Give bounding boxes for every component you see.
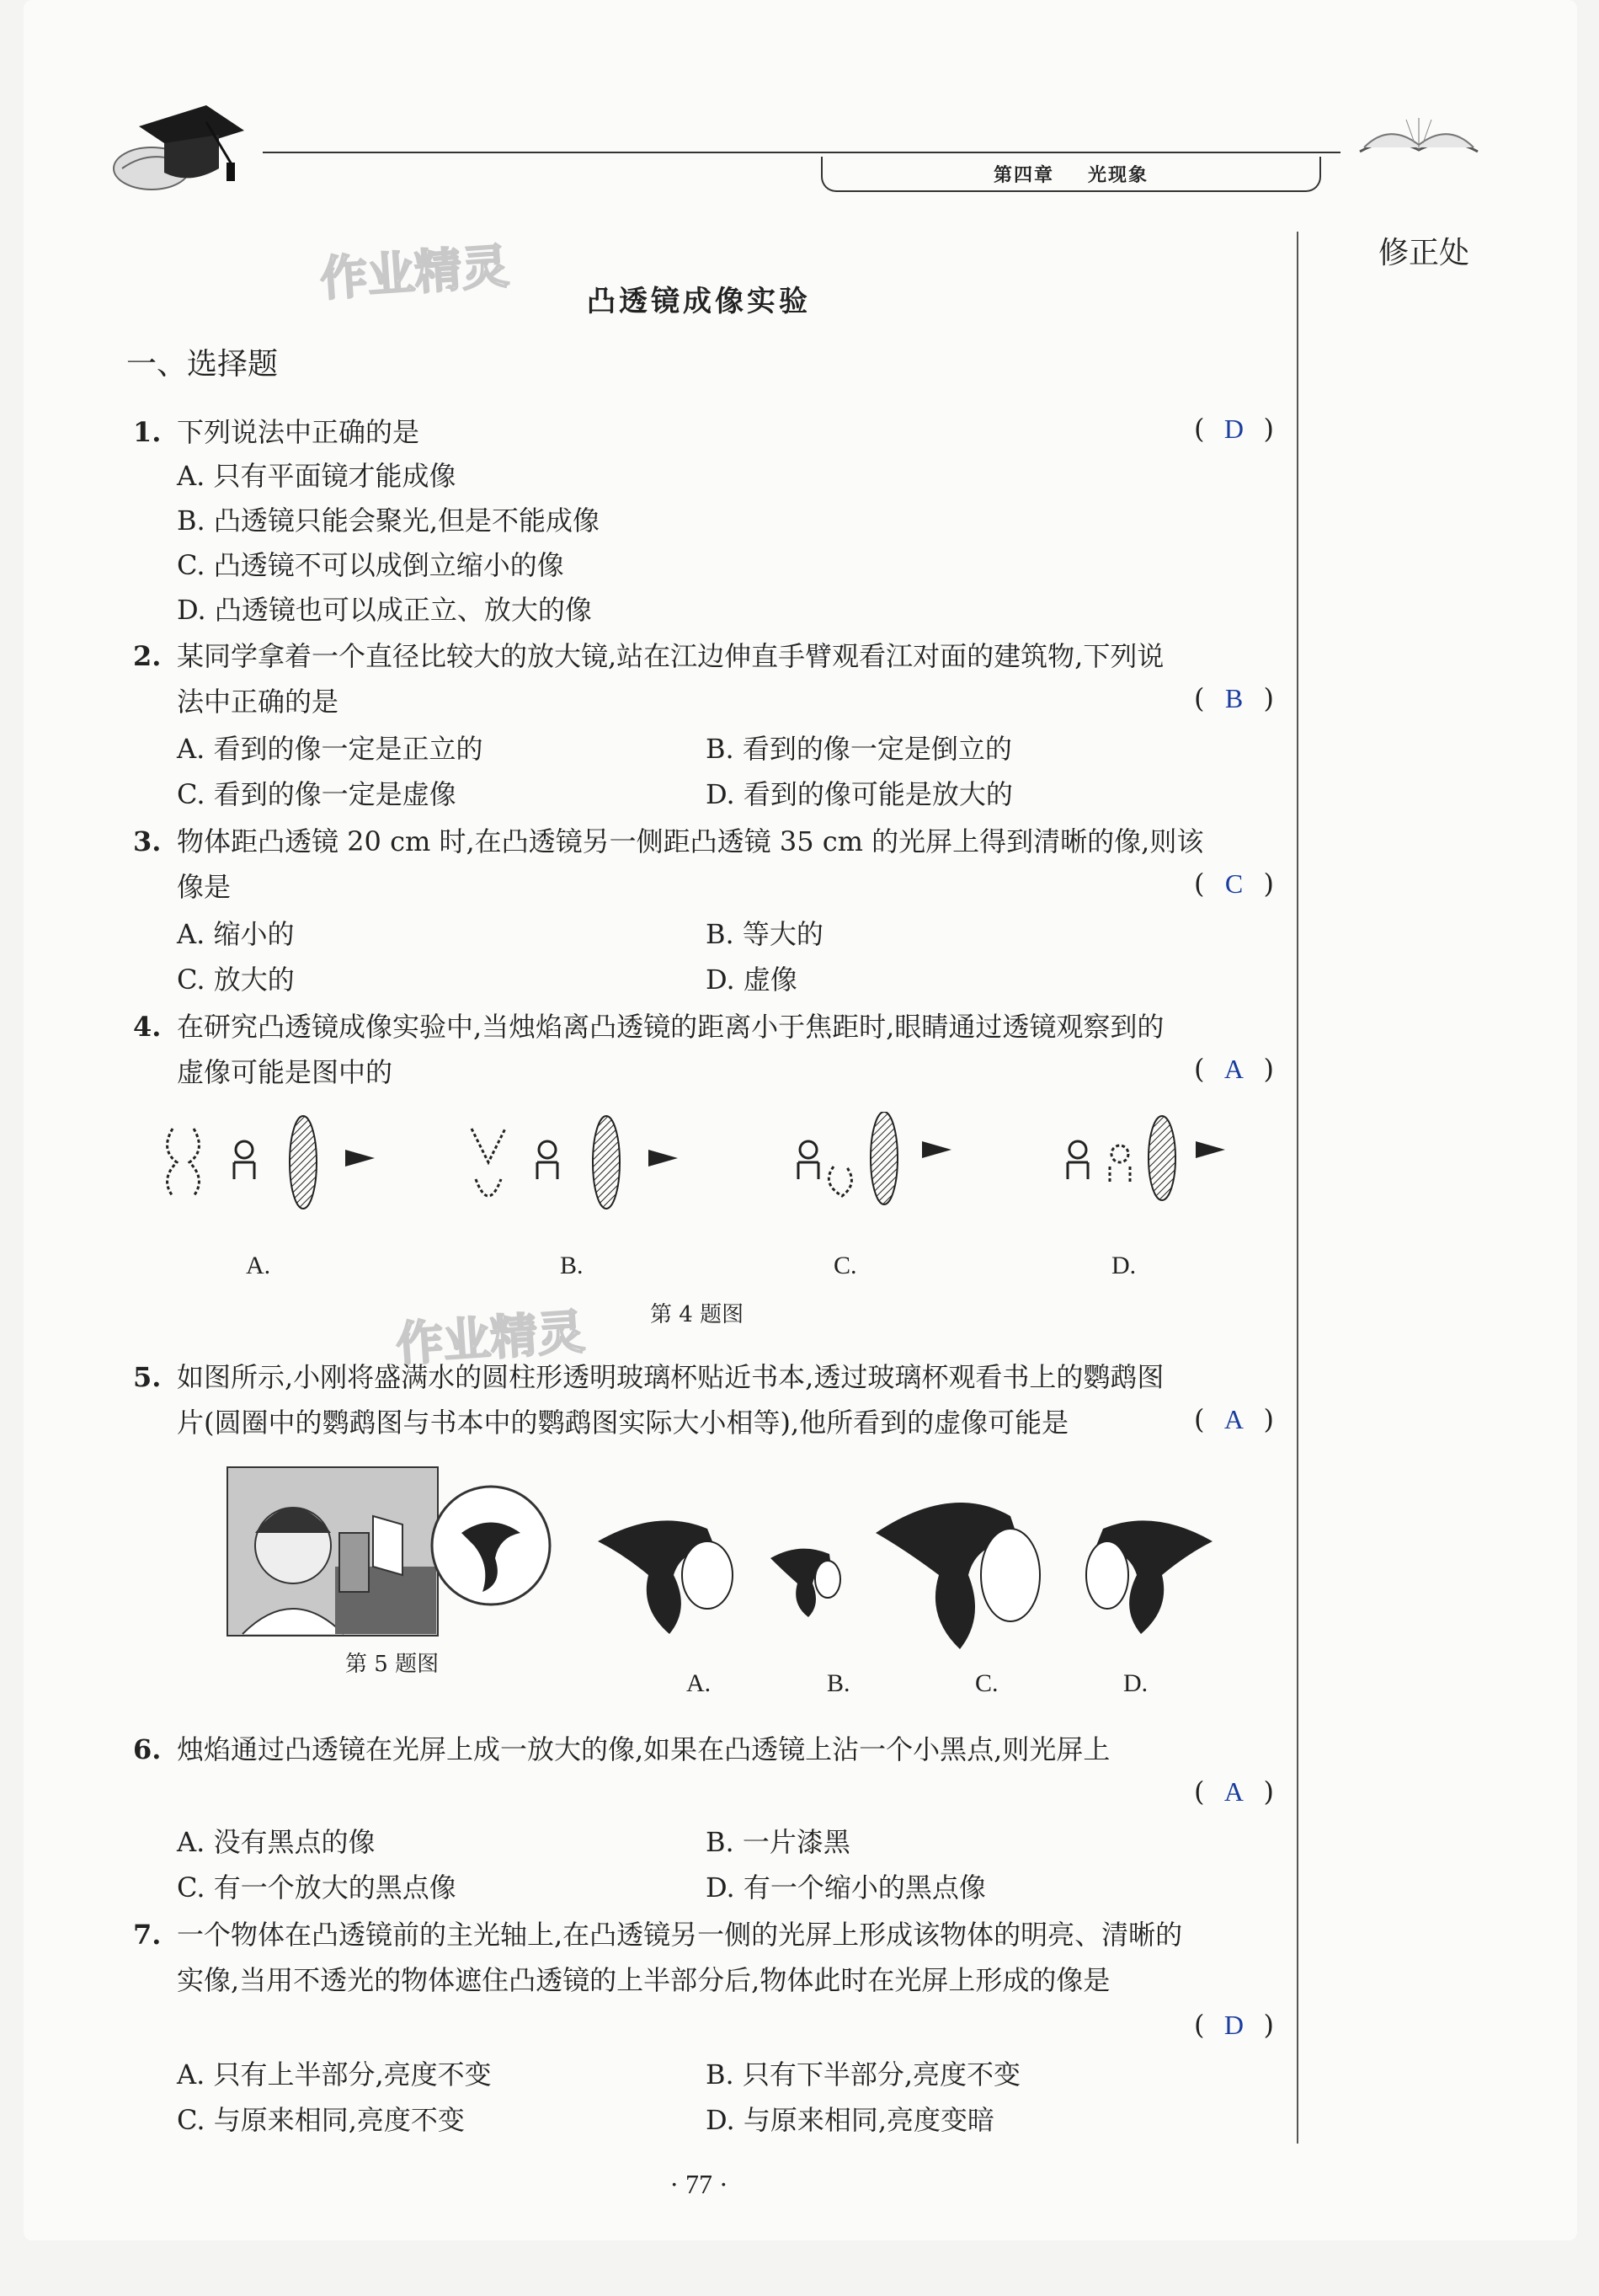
- figure-label: B.: [560, 1252, 584, 1279]
- chapter-title: 光现象: [1088, 163, 1149, 186]
- answer-5: ( A ): [1194, 1403, 1274, 1435]
- option: B. 凸透镜只能会聚光,但是不能成像: [177, 505, 600, 537]
- margin-divider: [1297, 232, 1298, 2144]
- answer-letter: A: [1223, 1054, 1245, 1084]
- figure-label: C.: [834, 1252, 857, 1279]
- answer-4: ( A ): [1194, 1053, 1274, 1085]
- answer-letter: A: [1223, 1776, 1245, 1807]
- option: B. 只有下半部分,亮度不变: [706, 2058, 1021, 2090]
- question-stem: 法中正确的是: [177, 686, 339, 718]
- figure-label: D.: [1123, 1669, 1149, 1697]
- correction-label: 修正处: [1378, 236, 1470, 270]
- question-stem: 某同学拿着一个直径比较大的放大镜,站在江边伸直手臂观看江对面的建筑物,下列说: [177, 640, 1165, 672]
- answer-3: ( C ): [1194, 868, 1274, 900]
- answer-letter: D: [1223, 2010, 1245, 2040]
- figure-label: D.: [1111, 1252, 1137, 1279]
- question-5-options-figure: [589, 1482, 1246, 1651]
- parrot-option-c: [876, 1503, 1040, 1649]
- option: B. 等大的: [706, 918, 823, 950]
- question-4-figure: [152, 1112, 1246, 1238]
- option: A. 没有黑点的像: [177, 1826, 376, 1858]
- option: D. 凸透镜也可以成正立、放大的像: [177, 594, 592, 626]
- answer-7: ( D ): [1194, 2009, 1274, 2041]
- boy-with-glass-illustration: [226, 1466, 562, 1642]
- option: D. 有一个缩小的黑点像: [706, 1872, 986, 1904]
- answer-letter: A: [1223, 1404, 1245, 1434]
- question-number: 5.: [133, 1361, 162, 1393]
- candle-figure-a: [168, 1116, 375, 1209]
- figure-label: C.: [975, 1669, 999, 1697]
- graduation-cap-icon: [105, 97, 248, 202]
- answer-1: ( D ): [1194, 413, 1274, 445]
- option: A. 缩小的: [177, 918, 295, 950]
- option: A. 只有上半部分,亮度不变: [177, 2058, 492, 2090]
- question-stem: 在研究凸透镜成像实验中,当烛焰离凸透镜的距离小于焦距时,眼睛通过透镜观察到的: [177, 1011, 1165, 1043]
- question-stem: 实像,当用不透光的物体遮住凸透镜的上半部分后,物体此时在光屏上形成的像是: [177, 1964, 1111, 1996]
- option: A. 看到的像一定是正立的: [177, 733, 483, 765]
- section-heading: 一、选择题: [126, 347, 279, 382]
- page-title: 凸透镜成像实验: [587, 285, 811, 318]
- question-stem: 一个物体在凸透镜前的主光轴上,在凸透镜另一侧的光屏上形成该物体的明亮、清晰的: [177, 1919, 1183, 1951]
- question-number: 7.: [133, 1919, 162, 1951]
- option: C. 看到的像一定是虚像: [177, 778, 456, 810]
- chapter-number: 第四章: [993, 163, 1054, 186]
- option: C. 放大的: [177, 964, 295, 996]
- option: D. 看到的像可能是放大的: [706, 778, 1013, 810]
- option: C. 与原来相同,亮度不变: [177, 2104, 465, 2136]
- question-stem: 如图所示,小刚将盛满水的圆柱形透明玻璃杯贴近书本,透过玻璃杯观看书上的鹦鹉图: [177, 1361, 1165, 1393]
- question-number: 6.: [133, 1733, 162, 1765]
- answer-letter: D: [1223, 414, 1245, 444]
- question-number: 3.: [133, 825, 162, 857]
- open-book-icon: [1356, 109, 1482, 160]
- option: C. 凸透镜不可以成倒立缩小的像: [177, 549, 564, 581]
- figure-label: A.: [686, 1669, 712, 1697]
- option: B. 看到的像一定是倒立的: [706, 733, 1012, 765]
- question-stem: 烛焰通过凸透镜在光屏上成一放大的像,如果在凸透镜上沾一个小黑点,则光屏上: [177, 1733, 1111, 1765]
- answer-letter: B: [1224, 683, 1244, 713]
- question-stem: 下列说法中正确的是: [177, 416, 420, 448]
- parrot-option-a: [598, 1520, 733, 1634]
- question-stem: 物体距凸透镜 20 cm 时,在凸透镜另一侧距凸透镜 35 cm 的光屏上得到清晰的像,则该: [177, 825, 1204, 857]
- option: C. 有一个放大的黑点像: [177, 1872, 456, 1904]
- question-number: 2.: [133, 640, 162, 672]
- parrot-option-d: [1086, 1520, 1213, 1634]
- answer-2: ( B ): [1194, 682, 1274, 714]
- figure-caption: 第 5 题图: [345, 1652, 440, 1677]
- answer-6: ( A ): [1194, 1775, 1274, 1807]
- watermark: 作业精灵: [394, 1305, 587, 1373]
- option: D. 虚像: [706, 964, 797, 996]
- question-stem: 片(圆圈中的鹦鹉图与书本中的鹦鹉图实际大小相等),他所看到的虚像可能是: [177, 1407, 1069, 1439]
- question-number: 1.: [133, 416, 162, 448]
- answer-letter: C: [1224, 868, 1244, 899]
- header-rule: [263, 152, 1340, 153]
- question-stem: 虚像可能是图中的: [177, 1056, 393, 1088]
- question-number: 4.: [133, 1011, 162, 1043]
- figure-caption: 第 4 题图: [650, 1302, 744, 1327]
- parrot-option-b: [770, 1549, 840, 1617]
- page-number: · 77 ·: [669, 2169, 728, 2199]
- candle-figure-c: [798, 1112, 951, 1204]
- candle-figure-d: [1068, 1116, 1225, 1200]
- figure-label: A.: [246, 1252, 271, 1279]
- figure-label: B.: [827, 1669, 850, 1697]
- question-stem: 像是: [177, 871, 232, 903]
- option: D. 与原来相同,亮度变暗: [706, 2104, 995, 2136]
- watermark: 作业精灵: [318, 239, 511, 307]
- option: A. 只有平面镜才能成像: [177, 460, 456, 492]
- candle-figure-b: [472, 1116, 678, 1209]
- option: B. 一片漆黑: [706, 1826, 850, 1858]
- chapter-tab: [821, 157, 1321, 192]
